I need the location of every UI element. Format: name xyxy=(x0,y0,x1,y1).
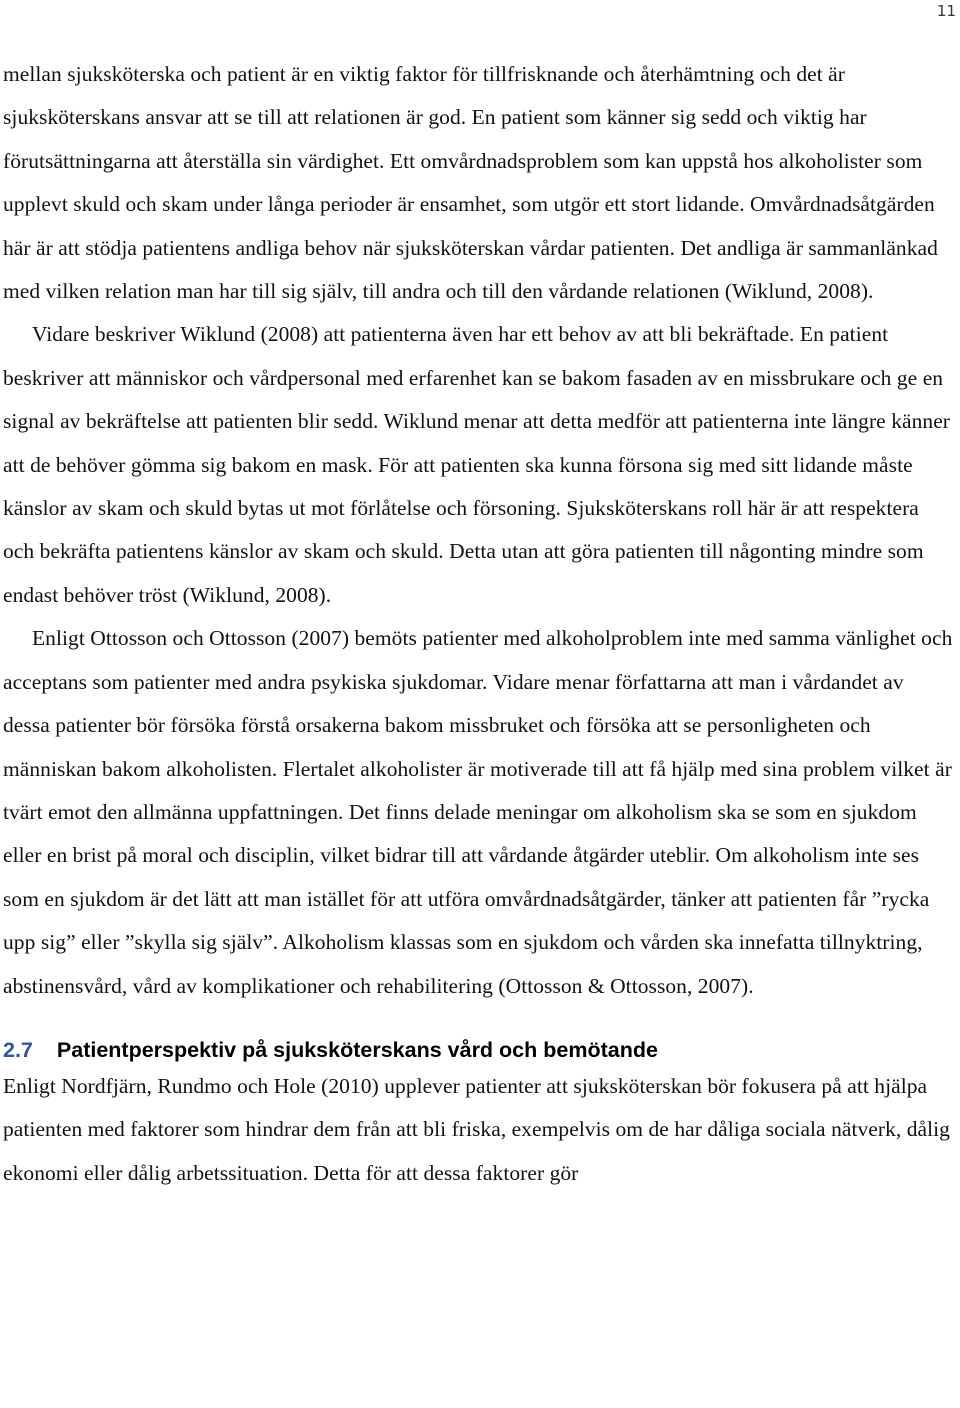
paragraph-3: Enligt Ottosson och Ottosson (2007) bemöts patienter med alkoholproblem inte med samma vänlighet och acceptans som patienter med andra psykiska sjukdomar. Vidare menar författarna att man i vårdandet av dessa patienter bör försöka förstå orsakerna bakom missbruket och försöka att se personligheten och människan bakom alkoholisten. Flertalet alkoholister är motiverade till att få hjälp med sina problem vilket är tvärt emot den allmänna uppfattningen. Det finns delade meningar om alkoholism ska se som en sjukdom eller en brist på moral och disciplin, vilket bidrar till att vårdande åtgärder uteblir. Om alkoholism inte ses som en sjukdom är det lätt att man istället för att utföra omvårdnadsåtgärder, tänker att patienten får ”rycka upp sig” eller ”skylla sig själv”. Alkoholism klassas som en sjukdom och vården ska innefatta tillnyktring, abstinensvård, vård av komplikationer och rehabilitering (Ottosson & Ottosson, 2007). xyxy=(3,626,953,998)
section-paragraph: Enligt Nordfjärn, Rundmo och Hole (2010) upplever patienter att sjuksköterskan bör fokusera på att hjälpa patienten med faktorer som hindrar dem från att bli friska, exempelvis om de har dåliga sociala nätverk, dålig ekonomi eller dålig arbetssituation. Detta för att dessa faktorer gör xyxy=(3,1073,950,1185)
document-body xyxy=(3,53,955,1195)
section-heading xyxy=(3,1035,955,1065)
section-title: Patientperspektiv på sjuksköterskans vård och bemötande xyxy=(56,1037,658,1062)
paragraph-1: mellan sjuksköterska och patient är en viktig faktor för tillfrisknande och återhämtning och det är sjuksköterskans ansvar att se till att relationen är god. En patient som känner sig sedd och viktig har förutsättningarna att återställa sin värdighet. Ett omvårdnadsproblem som kan uppstå hos alkoholister som upplevt skuld och skam under långa perioder är ensamhet, som utgör ett stort lidande. Omvårdnadsåtgärden här är att stödja patientens andliga behov när sjuksköterskan vårdar patienten. Det andliga är sammanlänkad med vilken relation man har till sig själv, till andra och till den vårdande relationen (Wiklund, 2008). xyxy=(3,62,938,304)
page-number: 11 xyxy=(936,2,956,20)
section-number: 2.7 xyxy=(3,1037,33,1062)
paragraph-2: Vidare beskriver Wiklund (2008) att patienterna även har ett behov av att bli bekräftade. En patient beskriver att människor och vårdpersonal med erfarenhet kan se bakom fasaden av en missbrukare och ge en signal av bekräftelse att patienten blir sedd. Wiklund menar att detta medför att patienterna inte längre känner att de behöver gömma sig bakom en mask. För att patienten ska kunna försona sig med sitt lidande måste känslor av skam och skuld bytas ut mot förlåtelse och försoning. Sjuksköterskans roll här är att respektera och bekräfta patientens känslor av skam och skuld. Detta utan att göra patienten till någonting mindre som endast behöver tröst (Wiklund, 2008). xyxy=(3,322,950,607)
